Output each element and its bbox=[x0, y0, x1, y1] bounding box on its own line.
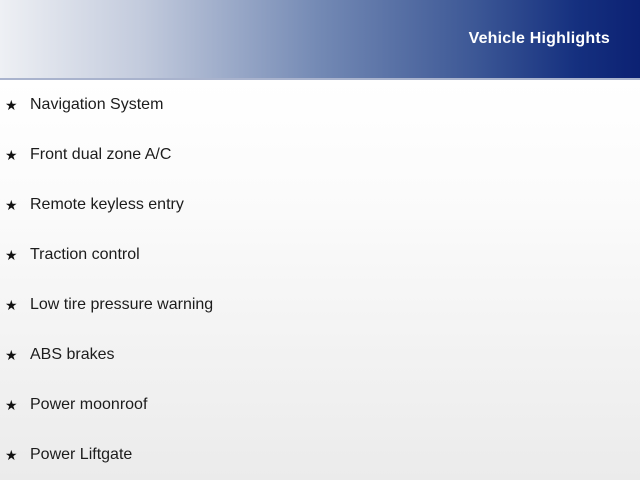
feature-label: Navigation System bbox=[30, 96, 164, 113]
feature-label: Power moonroof bbox=[30, 396, 148, 413]
feature-label: Remote keyless entry bbox=[30, 196, 184, 213]
feature-label: Front dual zone A/C bbox=[30, 146, 172, 163]
feature-list bbox=[0, 80, 640, 480]
star-icon: ★ bbox=[5, 347, 18, 363]
star-icon: ★ bbox=[5, 447, 18, 463]
list-item bbox=[0, 430, 640, 480]
feature-label: Power Liftgate bbox=[30, 446, 133, 463]
star-icon: ★ bbox=[5, 297, 18, 313]
star-icon: ★ bbox=[5, 197, 18, 213]
star-icon: ★ bbox=[5, 247, 18, 263]
list-item bbox=[0, 330, 640, 380]
star-icon: ★ bbox=[5, 97, 18, 113]
star-icon: ★ bbox=[5, 147, 18, 163]
list-item bbox=[0, 230, 640, 280]
feature-label: Low tire pressure warning bbox=[30, 296, 214, 313]
panel-header bbox=[0, 0, 640, 80]
panel-title: Vehicle Highlights bbox=[468, 30, 610, 47]
star-icon: ★ bbox=[5, 397, 18, 413]
list-item bbox=[0, 280, 640, 330]
list-item bbox=[0, 180, 640, 230]
list-item bbox=[0, 130, 640, 180]
list-item bbox=[0, 380, 640, 430]
feature-label: Traction control bbox=[30, 246, 140, 263]
list-item bbox=[0, 80, 640, 130]
feature-label: ABS brakes bbox=[30, 346, 115, 363]
